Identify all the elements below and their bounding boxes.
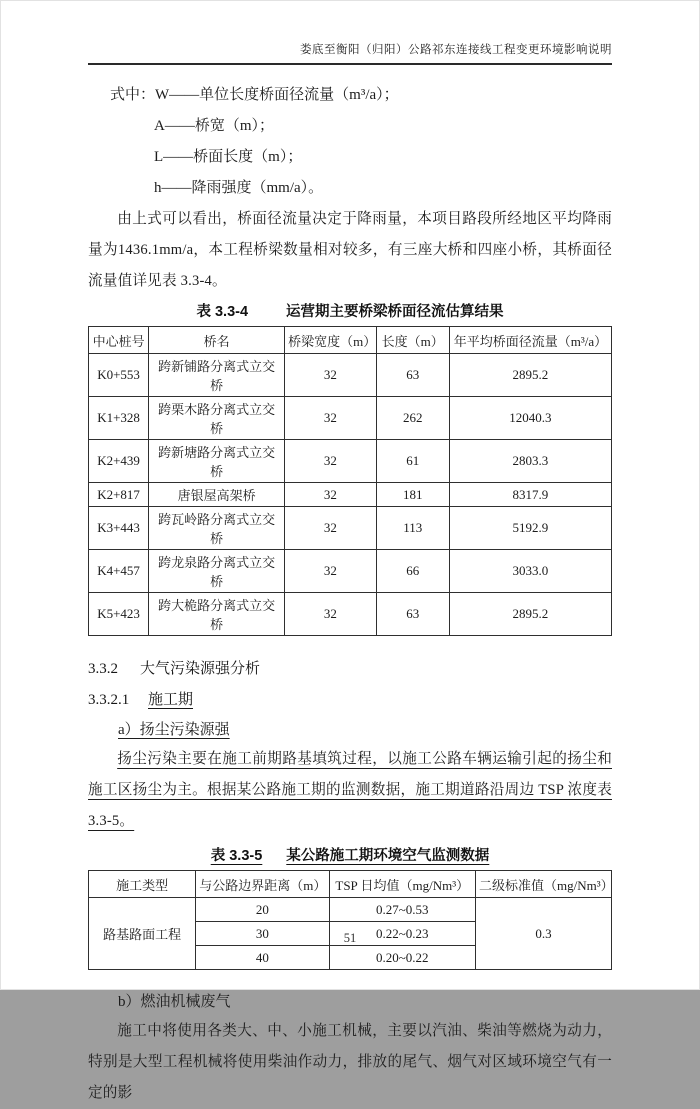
paragraph-runoff-summary: 由上式可以看出，桥面径流量决定于降雨量，本项目路段所经地区平均降雨量为1436.1mm/a，本工程桥梁数量相对较多，有三座大桥和四座小桥，其桥面径流量值详见表 3.3-4。: [88, 211, 612, 289]
bridge-table-caption-title: 运营期主要桥梁桥面径流估算结果: [286, 304, 504, 320]
cell-length: 113: [376, 507, 449, 550]
section-heading-3-3-2-1: [88, 688, 612, 709]
paragraph-dust-source: 扬尘污染主要在施工前期路基填筑过程，以施工公路车辆运输引起的扬尘和施工区扬尘为主。根据某公路施工期的监测数据，施工期道路沿周边 TSP 浓度表 3.3-5。: [88, 751, 612, 829]
col-header-length: 长度（m）: [376, 327, 449, 354]
table-row: [89, 397, 612, 440]
cell-bridge: 唐银屋高架桥: [149, 483, 285, 507]
cell-tsp: 0.20~0.22: [329, 946, 475, 970]
formula-line-h: h——降雨强度（mm/a）。: [154, 180, 324, 196]
cell-distance: 30: [196, 922, 329, 946]
header-rule: [88, 40, 612, 65]
col-header-standard: 二级标准值（mg/Nm³）: [476, 871, 612, 898]
section-number: 3.3.2.1: [88, 692, 130, 708]
cell-bridge: 跨新铺路分离式立交桥: [149, 354, 285, 397]
cell-bridge: 跨瓦岭路分离式立交桥: [149, 507, 285, 550]
cell-stake: K5+423: [89, 593, 149, 636]
tsp-table-caption-label: 表 3.3-5: [210, 848, 263, 864]
cell-length: 61: [376, 440, 449, 483]
col-header-stake: 中心桩号: [89, 327, 149, 354]
table-row: [89, 483, 612, 507]
cell-runoff: 2803.3: [449, 440, 611, 483]
cell-length: 63: [376, 354, 449, 397]
tsp-table-caption-title: 某公路施工期环境空气监测数据: [286, 848, 490, 864]
col-header-width: 桥梁宽度（m）: [285, 327, 377, 354]
cell-stake: K4+457: [89, 550, 149, 593]
paragraph-machinery-exhaust: 施工中将使用各类大、中、小施工机械，主要以汽油、柴油等燃烧为动力，特别是大型工程机械将使用柴油作动力，排放的尾气、烟气对区域环境空气有一定的影: [88, 1023, 612, 1101]
cell-runoff: 3033.0: [449, 550, 611, 593]
col-header-construction-type: 施工类型: [89, 871, 196, 898]
cell-bridge: 跨大桅路分离式立交桥: [149, 593, 285, 636]
cell-length: 66: [376, 550, 449, 593]
formula-line-a: A——桥宽（m）；: [154, 118, 275, 134]
section-title: 施工期: [148, 692, 194, 708]
table-row: [89, 354, 612, 397]
tsp-table-caption: [88, 844, 612, 865]
table-row: [89, 898, 612, 922]
cell-runoff: 2895.2: [449, 354, 611, 397]
cell-width: 32: [285, 593, 377, 636]
table-row: [89, 440, 612, 483]
cell-stake: K1+328: [89, 397, 149, 440]
cell-width: 32: [285, 483, 377, 507]
cell-width: 32: [285, 550, 377, 593]
cell-stake: K2+439: [89, 440, 149, 483]
cell-construction-type: 路基路面工程: [89, 898, 196, 970]
bridge-table-caption-label: 表 3.3-4: [196, 304, 249, 320]
cell-bridge: 跨龙泉路分离式立交桥: [149, 550, 285, 593]
cell-tsp: 0.27~0.53: [329, 898, 475, 922]
cell-stake: K0+553: [89, 354, 149, 397]
table-row: [89, 507, 612, 550]
cell-runoff: 12040.3: [449, 397, 611, 440]
table-row: [89, 550, 612, 593]
cell-distance: 20: [196, 898, 329, 922]
cell-runoff: 2895.2: [449, 593, 611, 636]
cell-distance: 40: [196, 946, 329, 970]
table-row: [89, 593, 612, 636]
page-header: [88, 0, 612, 65]
list-item-b: b）燃油机械废气: [118, 994, 231, 1010]
col-header-tsp-daily: TSP 日均值（mg/Nm³）: [329, 871, 475, 898]
cell-width: 32: [285, 440, 377, 483]
bridge-table-caption: [88, 300, 612, 321]
cell-tsp: 0.22~0.23: [329, 922, 475, 946]
section-heading-3-3-2: [88, 657, 612, 678]
table-header-row: [89, 327, 612, 354]
col-header-distance: 与公路边界距离（m）: [196, 871, 329, 898]
cell-stake: K3+443: [89, 507, 149, 550]
list-item-a: a）扬尘污染源强: [118, 722, 230, 738]
section-number: 3.3.2: [88, 661, 118, 677]
cell-width: 32: [285, 507, 377, 550]
formula-definitions: [88, 80, 612, 204]
cell-bridge: 跨新塘路分离式立交桥: [149, 440, 285, 483]
cell-runoff: 8317.9: [449, 483, 611, 507]
cell-length: 262: [376, 397, 449, 440]
cell-bridge: 跨栗木路分离式立交桥: [149, 397, 285, 440]
formula-line-l: L——桥面长度（m）；: [154, 149, 303, 165]
table-header-row: [89, 871, 612, 898]
bridge-runoff-table: [88, 326, 612, 636]
section-title: 大气污染源强分析: [140, 661, 261, 677]
cell-stake: K2+817: [89, 483, 149, 507]
cell-width: 32: [285, 397, 377, 440]
cell-runoff: 5192.9: [449, 507, 611, 550]
cell-length: 63: [376, 593, 449, 636]
col-header-bridge: 桥名: [149, 327, 285, 354]
cell-width: 32: [285, 354, 377, 397]
tsp-monitoring-table: [88, 870, 612, 970]
page-number: 51: [343, 931, 357, 945]
header-title: 娄底至衡阳（归阳）公路祁东连接线工程变更环境影响说明: [300, 44, 612, 56]
cell-length: 181: [376, 483, 449, 507]
formula-line-w: 式中：W——单位长度桥面径流量（m³/a）；: [110, 87, 399, 103]
cell-standard-value: 0.3: [476, 898, 612, 970]
col-header-runoff: 年平均桥面径流量（m³/a）: [449, 327, 611, 354]
